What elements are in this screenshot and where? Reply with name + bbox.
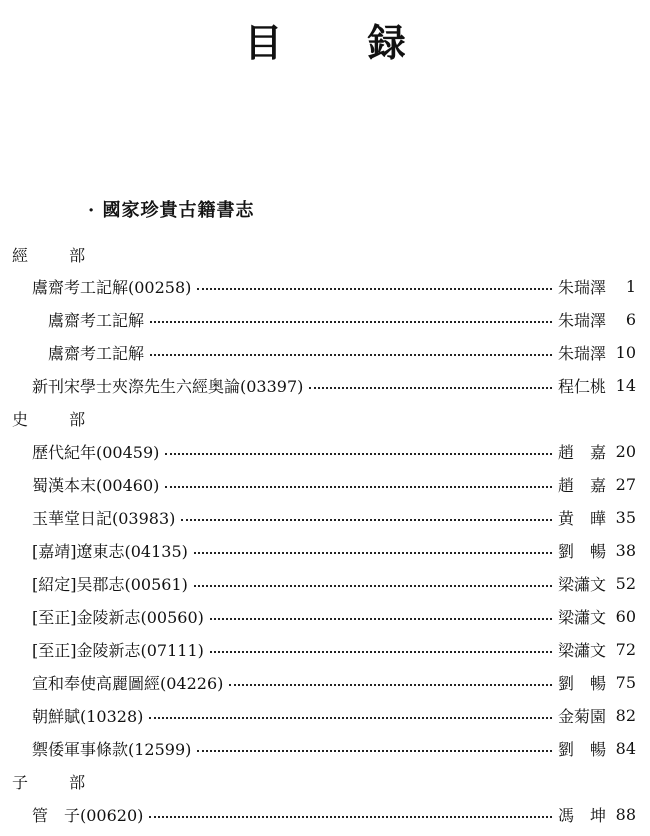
- entry-author: 朱瑞澤: [557, 310, 606, 330]
- entry-author: 趙 嘉: [557, 442, 606, 462]
- entry-title: [至正]金陵新志(07111): [32, 640, 204, 660]
- entry-title: 歷代紀年(00459): [32, 442, 160, 462]
- entry-page: 60: [615, 606, 636, 626]
- entry-author: 朱瑞澤: [557, 343, 606, 363]
- entry-author: 劉 暢: [557, 541, 606, 561]
- dot-leader: [197, 750, 552, 752]
- entry-page: 88: [615, 804, 636, 824]
- category-label: 史 部: [12, 409, 104, 429]
- entry-title: [紹定]吴郡志(00561): [32, 574, 188, 594]
- entry-page: 84: [615, 738, 636, 758]
- category-label: 經 部: [12, 245, 104, 265]
- toc-entry[interactable]: [32, 733, 636, 763]
- dot-leader: [165, 453, 552, 455]
- toc-entry[interactable]: [32, 700, 636, 730]
- entry-page: 72: [615, 639, 636, 659]
- entry-author: 金菊園: [557, 706, 606, 726]
- dot-leader: [150, 321, 552, 323]
- toc-entry[interactable]: [32, 667, 636, 697]
- entry-author: 程仁桃: [557, 376, 606, 396]
- category-zi: [12, 766, 650, 796]
- entry-title: 鬳齋考工記解: [48, 310, 145, 330]
- entry-page: 27: [615, 474, 636, 494]
- entry-title: 蜀漢本末(00460): [32, 475, 160, 495]
- toc-entry[interactable]: [32, 271, 636, 301]
- dot-leader: [149, 816, 552, 818]
- entry-title: 管 子(00620): [32, 805, 144, 825]
- entry-author: 梁瀟文: [557, 607, 606, 627]
- dot-leader: [165, 486, 552, 488]
- entry-page: 6: [625, 309, 636, 329]
- dot-leader: [210, 651, 552, 653]
- entry-title: 鬳齋考工記解(00258): [32, 277, 192, 297]
- entry-page: 10: [615, 342, 636, 362]
- toc-entry[interactable]: [32, 568, 636, 598]
- dot-leader: [229, 684, 552, 686]
- toc-entry[interactable]: [32, 436, 636, 466]
- category-shi: [12, 403, 650, 433]
- entry-title: 玉華堂日記(03983): [32, 508, 176, 528]
- dot-leader: [194, 585, 552, 587]
- entry-author: 梁瀟文: [557, 640, 606, 660]
- category-jing: [12, 239, 650, 269]
- toc-entry[interactable]: [32, 634, 636, 664]
- entry-author: 梁瀟文: [557, 574, 606, 594]
- category-label: 子 部: [12, 772, 104, 792]
- entry-author: 劉 暢: [557, 673, 606, 693]
- entry-author: 趙 嘉: [557, 475, 606, 495]
- entry-page: 20: [615, 441, 636, 461]
- toc-entry[interactable]: [32, 370, 636, 400]
- toc-entry[interactable]: [32, 469, 636, 499]
- entry-author: 黄 曄: [557, 508, 606, 528]
- entry-page: 82: [615, 705, 636, 725]
- entry-author: 劉 暢: [557, 739, 606, 759]
- entry-page: 75: [615, 672, 636, 692]
- toc-entry[interactable]: [48, 337, 636, 367]
- entry-page: 14: [615, 375, 636, 395]
- entry-page: 1: [625, 276, 636, 296]
- entry-title: [嘉靖]遼東志(04135): [32, 541, 188, 561]
- entry-title: [至正]金陵新志(00560): [32, 607, 204, 627]
- entry-author: 朱瑞澤: [557, 277, 606, 297]
- entry-title: 鬳齋考工記解: [48, 343, 145, 363]
- page-title: 目 録: [244, 20, 442, 65]
- dot-leader: [194, 552, 552, 554]
- toc-entry[interactable]: [32, 535, 636, 565]
- entry-title: 宣和奉使高麗圖經(04226): [32, 673, 224, 693]
- entry-title: 禦倭軍事條款(12599): [32, 739, 192, 759]
- toc-entry[interactable]: [32, 502, 636, 532]
- dot-leader: [181, 519, 552, 521]
- entry-page: 52: [615, 573, 636, 593]
- dot-leader: [150, 354, 552, 356]
- toc-entry[interactable]: [48, 304, 636, 334]
- entry-title: 朝鮮賦(10328): [32, 706, 144, 726]
- dot-leader: [309, 387, 552, 389]
- toc-entry[interactable]: [32, 799, 636, 829]
- toc-entry[interactable]: [32, 601, 636, 631]
- dot-leader: [210, 618, 552, 620]
- entry-page: 35: [615, 507, 636, 527]
- dot-leader: [149, 717, 552, 719]
- entry-title: 新刊宋學士夾漈先生六經奥論(03397): [32, 376, 304, 396]
- entry-author: 馮 坤: [557, 805, 606, 825]
- section-heading: · 國家珍貴古籍書志: [88, 200, 255, 221]
- dot-leader: [197, 288, 552, 290]
- entry-page: 38: [615, 540, 636, 560]
